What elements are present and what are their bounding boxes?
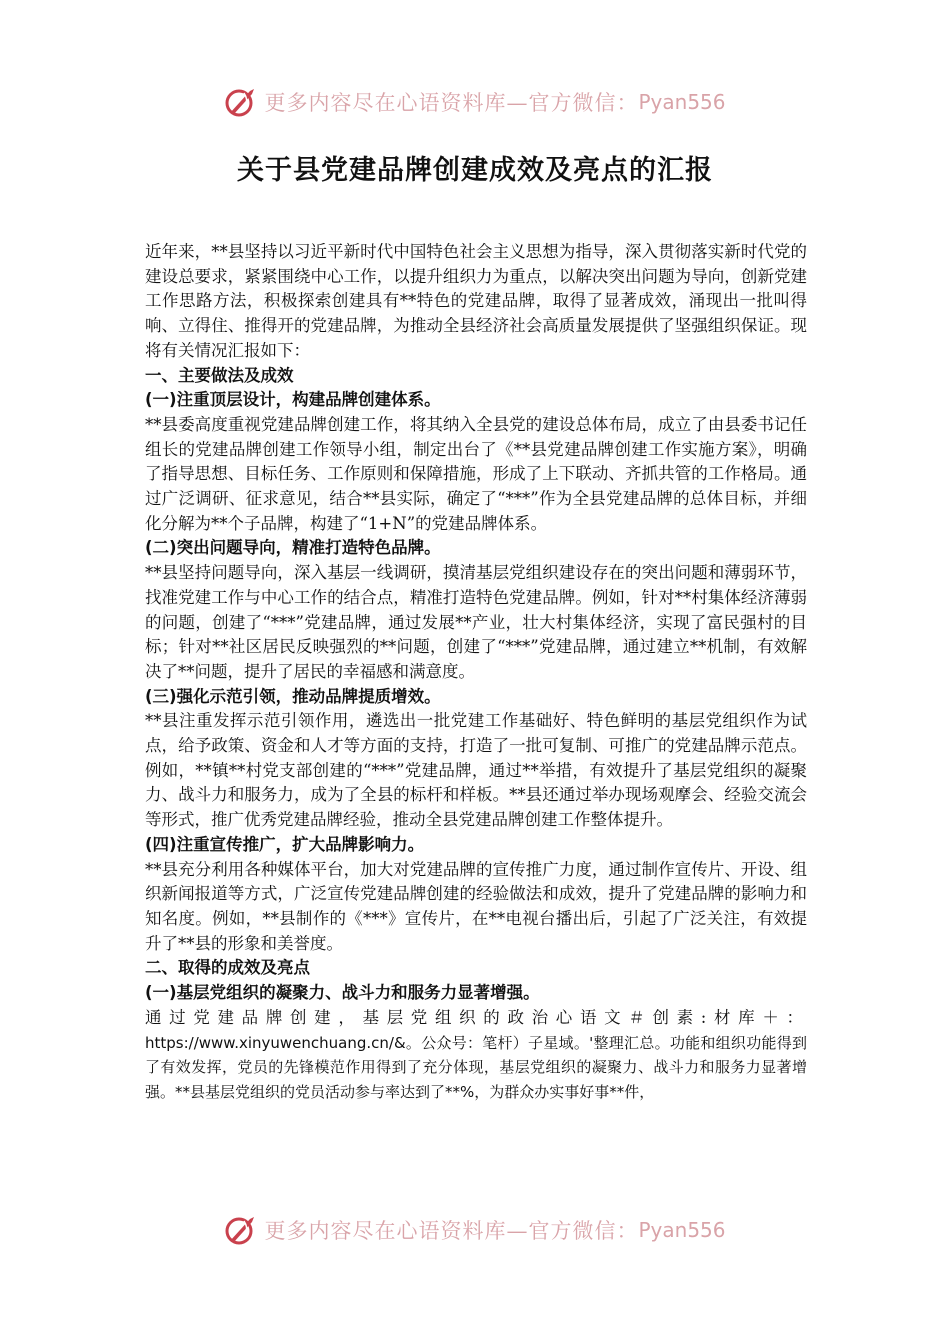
section-heading: 二、取得的成效及亮点 [145,958,310,978]
watermark-banner-bottom [0,1210,950,1250]
document-body [145,240,807,1105]
subsection-heading: (一)注重顶层设计，构建品牌创建体系。 [145,390,441,410]
subsection-heading: (一)基层党组织的凝聚力、战斗力和服务力显著增强。 [145,983,540,1003]
body-paragraph: **县注重发挥示范引领作用，遴选出一批党建工作基础好、特色鲜明的基层党组织作为试点，给予政策、资金和人才等方面的支持，打造了一批可复制、可推广的党建品牌示范点。例如，**镇**村党支部创建的“***”党建品牌，通过**举措，有效提升了基层党组织的凝聚力、战斗力和服务力，成为了全县的标杆和样板。**县还通过举办现场观摩会、经验交流会等形式，推广优秀党建品牌经验，推动全县党建品牌创建工作整体提升。 [145,711,807,830]
intro-paragraph: 近年来，**县坚持以习近平新时代中国特色社会主义思想为指导，深入贯彻落实新时代党的建设总要求，紧紧围绕中心工作，以提升组织力为重点，以解决突出问题为导向，创新党建工作思路方法，积极探索创建具有**特色的党建品牌，取得了显著成效，涌现出一批叫得响、立得住、推得开的党建品牌，为推动全县经济社会高质量发展提供了坚强组织保证。现将有关情况汇报如下： [145,242,807,360]
body-paragraph: **县坚持问题导向，深入基层一线调研，摸清基层党组织建设存在的突出问题和薄弱环节，找准党建工作与中心工作的结合点，精准打造特色党建品牌。例如，针对**村集体经济薄弱的问题，创建了“***”党建品牌，通过发展**产业，壮大村集体经济，实现了富民强村的目标；针对**社区居民反映强烈的**问题，创建了“***”党建品牌，通过建立**机制，有效解决了**问题，提升了居民的幸福感和满意度。 [145,563,807,681]
subsection-heading: (三)强化示范引领，推动品牌提质增效。 [145,686,441,706]
document-title: 关于县党建品牌创建成效及亮点的汇报 [237,155,713,186]
watermark-banner-top [0,82,950,122]
quill-logo-icon [224,1213,258,1247]
body-lead-text: 通过党建品牌创建，基层党组织的政治心语文＃创素:材库＋： [145,1007,807,1027]
banner-wechat-id: Pyan556 [638,90,726,114]
banner-wechat-id: Pyan556 [638,1218,726,1242]
body-paragraph: **县委高度重视党建品牌创建工作，将其纳入全县党的建设总体布局，成立了由县委书记任组长的党建品牌创建工作领导小组，制定出台了《**县党建品牌创建工作实施方案》，明确了指导思想、目标任务、工作原则和保障措施，形成了上下联动、齐抓共管的工作格局。通过广泛调研、征求意见，结合**县实际，确定了“***”作为全县党建品牌的总体目标，并细化分解为**个子品牌，构建了“1+N”的党建品牌体系。 [145,414,807,533]
subsection-heading: (四)注重宣传推广，扩大品牌影响力。 [145,834,425,854]
subsection-heading: (二)突出问题导向，精准打造特色品牌。 [145,538,441,558]
quill-logo-icon [224,85,258,119]
body-mixed-text: https://www.xinyuwenchuang.cn/&。公众号：笔杆）子星域。'整理汇总。功能和组织功能得到了有效发挥，党员的先锋模范作用得到了充分体现，基层党组织的凝聚力、战斗力和服务力显著增强。**县基层党组织的党员活动参与率达到了**%，为群众办实事好事**件， [145,1033,807,1101]
body-paragraph: **县充分利用各种媒体平台，加大对党建品牌的宣传推广力度，通过制作宣传片、开设、组织新闻报道等方式，广泛宣传党建品牌创建的经验做法和成效，提升了党建品牌的影响力和知名度。例如，**县制作的《***》宣传片，在**电视台播出后，引起了广泛关注，有效提升了**县的形象和美誉度。 [145,859,807,953]
banner-text: 更多内容尽在心语资料库—官方微信： [264,91,639,115]
section-heading: 一、主要做法及成效 [145,365,294,385]
banner-text: 更多内容尽在心语资料库—官方微信： [264,1219,639,1243]
body-paragraph [145,1006,807,1105]
